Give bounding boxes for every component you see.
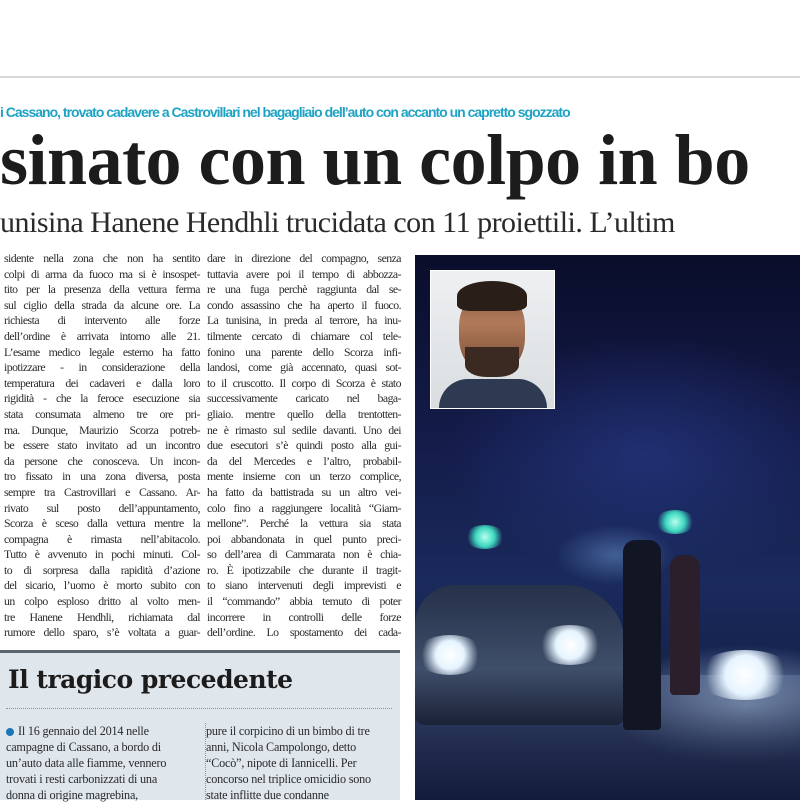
text-line: il “commando” abbia temuto di poter (207, 594, 401, 609)
text-line: incorrere in controlli delle forze (207, 609, 401, 624)
text-line: dell’ordine è arrivata intorno alle 21. (4, 328, 200, 343)
text-line: sempre tra Castrovillari e Cassano. Ar- (4, 484, 200, 499)
text-line: landosi, come già accennato, quasi sot- (207, 360, 401, 375)
text-line: poi abbandonata in quel punto preci- (207, 531, 401, 546)
text-line: mellone”. Perché la vettura sia stata (207, 516, 401, 531)
text-line: dare in direzione del compagno, senza (207, 251, 401, 265)
text-line: due esecutori s’è quindi posto alla gui- (207, 438, 401, 453)
police-officer (623, 540, 661, 730)
article-headline: sinato con un colpo in bo (0, 120, 750, 200)
crime-scene-night-photo (415, 255, 800, 800)
beard (465, 347, 519, 377)
victim-mugshot (430, 270, 555, 409)
text-line: pure il corpicino di un bimbo di tre (206, 724, 370, 738)
headlight (695, 650, 795, 700)
text-line: mente insieme con un terzo complice, (207, 469, 401, 484)
article-column-1 (4, 251, 200, 641)
text-line: rivato sul posto dell’appuntamento, (4, 500, 200, 515)
text-line: to il cruscotto. Il corpo di Scorza è stato (207, 375, 401, 390)
text-line: gliaio. mentre quello della trentotten- (207, 406, 401, 421)
text-line: campagne di Cassano, a bordo di (6, 740, 161, 754)
article-subtitle: unisina Hanene Hendhli trucidata con 11 proiettili. L’ultim (0, 206, 675, 239)
text-line: tre Hanene Hendhli, richiamata dal (4, 609, 200, 624)
text-line (6, 723, 194, 739)
bullet-icon (6, 728, 14, 736)
text-line: be essere stato invitato ad un incontro (4, 438, 200, 453)
headlight (415, 635, 485, 675)
text-line: un’auto data alle fiamme, vennero (6, 756, 167, 770)
text-line: La tunisina, in preda al terrore, ha inu- (207, 313, 401, 328)
text-line: Tutto è avvenuto in pochi minuti. Col- (4, 547, 200, 562)
sidebar-box-precedent (0, 650, 400, 800)
text-line: tuttavia avere poi il tempo di abbozza- (207, 266, 401, 281)
headlight (535, 625, 605, 665)
police-beacon-light (655, 510, 695, 534)
text-line: ha fatto da battistrada su un altro vei- (207, 484, 401, 499)
text-line: temperatura dei cadaveri e dalla loro (4, 375, 200, 390)
shirt (439, 379, 547, 408)
text-line: successivamente caricato nel baga- (207, 391, 401, 406)
text-line: Scorza è sceso dalla vettura mentre la (4, 516, 200, 531)
police-officer (670, 555, 700, 695)
sidebar-box-column-2 (205, 723, 394, 800)
text-line: rigidità - che la feroce esecuzione sia (4, 391, 200, 406)
text-line: compagna è rimasta nell’abitacolo. (4, 531, 200, 546)
text-line: sul ciglio della strada da alcune ore. La (4, 297, 200, 312)
text-line: stata consumata almeno tre ore pri- (4, 406, 200, 421)
text-line: so dell’area di Cammarata non è chia- (207, 547, 401, 562)
text-line: dell’ordine. Lo spostamento dei cada- (207, 625, 401, 640)
article-column-2 (207, 251, 401, 641)
text-line: to siano intervenuti degli imprevisti e (207, 578, 401, 593)
text-line: to di sorpresa dalla rapidità d’azione (4, 562, 200, 577)
text-line: tito per la presenza della vettura ferma (4, 282, 200, 297)
article-kicker: i Cassano, trovato cadavere a Castrovillari nel bagagliaio dell’auto con accanto un capretto sgozzato (0, 104, 570, 120)
text-line: donna di origine magrebina, (6, 788, 139, 802)
text-line: “Cocò”, nipote di Iannicelli. Per (206, 756, 357, 770)
text-line: tro fissato in una zona diversa, posta (4, 469, 200, 484)
text-line: sidente nella zona che non ha sentito (4, 251, 200, 265)
text-line: colpi di arma da fuoco ma si è insospet- (4, 266, 200, 281)
sidebar-box-column-1 (6, 723, 194, 803)
dotted-divider (6, 708, 392, 709)
text-line: richiesta di intervento alle forze (4, 313, 200, 328)
text-line: concorso nel triplice omicidio sono (206, 772, 371, 786)
sidebar-box-title: Il tragico precedente (8, 665, 293, 694)
text-line: rumore dello sparo, s’è voltata a guar- (4, 625, 200, 640)
text-line: state inflitte due condanne (206, 788, 329, 802)
text-line: del sicario, l’uomo è morto subito con (4, 578, 200, 593)
police-beacon-light (465, 525, 505, 549)
text-line: un colpo esploso dritto al volto men- (4, 594, 200, 609)
text-line: anni, Nicola Campolongo, detto (206, 740, 357, 754)
text-line: ma. Dunque, Maurizio Scorza potreb- (4, 422, 200, 437)
text-line: ro. È ipotizzabile che durante il tragit- (207, 562, 401, 577)
text-line: da del Mercedes e l’altro, probabil- (207, 453, 401, 468)
text-line: L’esame medico legale esterno ha fatto (4, 344, 200, 359)
page-top-margin (0, 0, 800, 78)
text-line: ne è rimasto sul sedile davanti. Uno dei (207, 422, 401, 437)
text-line: fonino una parente dello Scorza infi- (207, 344, 401, 359)
text-line: ipotizzare - in considerazione della (4, 360, 200, 375)
text-line: colo fino a raggiungere località “Giam- (207, 500, 401, 515)
text-line: re una fuga perchè raggiunta dal se- (207, 282, 401, 297)
text-line: trovati i resti carbonizzati di una (6, 772, 158, 786)
hair (457, 281, 527, 311)
text-line: condo assassino che ha aperto il fuoco. (207, 297, 401, 312)
text-line: da persone che conosceva. Un incon- (4, 453, 200, 468)
text-line: tilmente cercato di chiamare col tele- (207, 328, 401, 343)
text-line-content: Il 16 gennaio del 2014 nelle (18, 724, 149, 738)
